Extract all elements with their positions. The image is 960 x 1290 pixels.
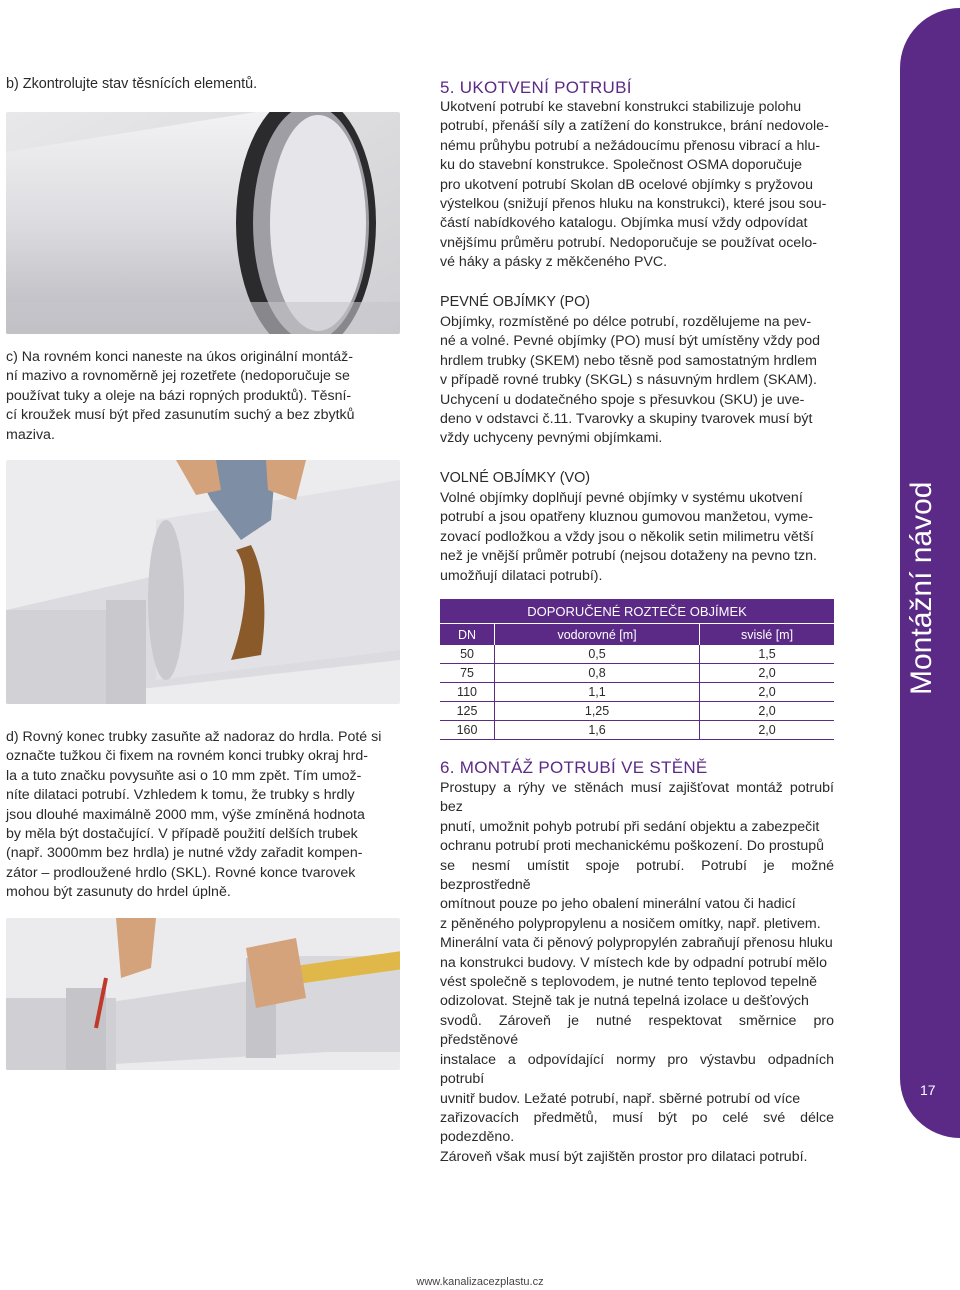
caption-c-line: používat tuky a oleje na bázi ropných produktů). Těsní- [6, 387, 352, 404]
vo-line: umožňují dilataci potrubí). [440, 567, 603, 584]
section-6-line: vést společně s teplovodem, je nutné tento teplovod tepelně [440, 974, 818, 991]
caption-c-line: cí kroužek musí být před zasunutím suchý a bez zbytků [6, 407, 355, 424]
table-cell: 75 [440, 664, 495, 683]
section-6-line: pnutí, umožnit pohyb potrubí při sedání objektu a zabezpečit [440, 818, 820, 835]
section-6-line: svodů. Zároveň je nutné respektovat směrnice pro předstěnové [440, 1012, 834, 1049]
table-header-dn: DN [440, 624, 495, 646]
section-6-line: omítnout pouze po jeho obalení minerální vatou či hadicí [440, 896, 796, 913]
section-5-line: nému průhybu potrubí a nežádoucímu přenosu vibrací a hlu- [440, 137, 821, 154]
table-cell: 160 [440, 721, 495, 740]
section-6-line: odizolovat. Stejně tak je nutná tepelná izolace u dešťových [440, 993, 809, 1010]
section-5-line: pro ukotvení potrubí Skolan dB ocelové objímky s pryžovou [440, 176, 814, 193]
caption-c-line: maziva. [6, 426, 55, 443]
page-number: 17 [920, 1082, 936, 1098]
vo-line: potrubí a jsou opatřeny kluznou gumovou manžetou, vyme- [440, 509, 814, 526]
table-cell: 125 [440, 702, 495, 721]
section-5-title: 5. UKOTVENÍ POTRUBÍ [440, 78, 632, 97]
section-5-line: vé háky a pásky z měkčeného PVC. [440, 254, 668, 271]
po-title: PEVNÉ OBJÍMKY (PO) [440, 294, 591, 310]
table-cell: 1,1 [495, 683, 700, 702]
vo-line: Volné objímky doplňují pevné objímky v systému ukotvení [440, 490, 803, 506]
po-line: né a volné. Pevné objímky (PO) musí být umístěny vždy pod [440, 333, 821, 350]
table-row [440, 664, 834, 683]
table-row [440, 683, 834, 702]
caption-c-line: c) Na rovném konci naneste na úkos originální montáž- [6, 349, 353, 365]
section-6-line: se nesmí umístit spoje potrubí. Potrubí je možné bezprostředně [440, 857, 834, 894]
section-6-line: uvnitř budov. Ležaté potrubí, např. sběrné potrubí od více [440, 1090, 801, 1107]
table-cell: 50 [440, 645, 495, 664]
section-6-line: instalace a odpovídající normy pro výstavbu odpadních potrubí [440, 1051, 834, 1088]
table-cell: 0,8 [495, 664, 700, 683]
section-6-title: 6. MONTÁŽ POTRUBÍ VE STĚNĚ [440, 758, 708, 777]
photo-marking [6, 918, 400, 1070]
pipe-socket-illustration [6, 112, 400, 334]
section-6-line: Minerální vata či pěnový polypropylén zabraňují přenosu hluku [440, 935, 833, 952]
table-cell: 1,6 [495, 721, 700, 740]
table-cell: 2,0 [700, 721, 834, 740]
po-line: deno v odstavci č.11. Tvarovky a skupiny tvarovek musí být [440, 411, 813, 428]
section-5-line: ku do stavební konstrukce. Společnost OSMA doporučuje [440, 157, 802, 174]
section-6-line: z pěněného polypropylenu a nosičem omítky, např. pletivem. [440, 915, 821, 932]
caption-d-line: níte dilataci potrubí. Vzhledem k tomu, že trubky s hrdly [6, 787, 355, 804]
section-5-line: Ukotvení potrubí ke stavební konstrukci stabilizuje polohu [440, 99, 802, 115]
spacing-table [440, 599, 834, 740]
table-cell: 0,5 [495, 645, 700, 664]
po-body [440, 313, 834, 449]
section-6-line: ochranu potrubí proti mechanickému poškození. Do prostupů [440, 838, 825, 855]
section-5-body [440, 98, 834, 273]
table-header-horizontal: vodorovné [m] [495, 624, 700, 646]
section-5-line: potrubí, přenáší síly a zatížení do konstrukce, brání nedovole- [440, 118, 829, 135]
section-6-line: na konstrukci budovy. V místech kde by odpadní potrubí mělo [440, 954, 827, 971]
caption-d-line: zátor – prodloužené hrdlo (SKL). Rovné konce tvarovek [6, 864, 356, 881]
caption-d-line: (např. 3000mm bez hrdla) je nutné vždy zařadit kompen- [6, 845, 363, 862]
footer-url[interactable]: www.kanalizacezplastu.cz [416, 1276, 544, 1288]
section-6-line: zařizovacích předmětů, musí být po celé své délce podezděno. [440, 1109, 834, 1146]
caption-b: b) Zkontrolujte stav těsnících elementů. [6, 76, 258, 92]
caption-d-line: mohou být zasunuty do hrdel úplně. [6, 884, 231, 901]
table-cell: 1,25 [495, 702, 700, 721]
table-row [440, 645, 834, 664]
table-cell: 110 [440, 683, 495, 702]
section-5-line: částí nabídkového katalogu. Objímka musí vždy odpovídat [440, 215, 808, 232]
po-line: vždy uchyceny pevnými objímkami. [440, 430, 663, 447]
vo-body [440, 489, 834, 586]
side-tab-title [905, 635, 960, 695]
table-row [440, 721, 834, 740]
section-6-body [440, 779, 834, 1167]
po-line: Objímky, rozmístěné po délce potrubí, rozdělujeme na pev- [440, 314, 812, 330]
photo-pipe-socket [6, 112, 400, 334]
caption-d-line: by měla být dostačující. V případě použití delších trubek [6, 826, 358, 843]
caption-d [6, 728, 400, 903]
table-header-vertical: svislé [m] [700, 624, 834, 646]
photo-lubricant [6, 460, 400, 704]
section-6-line: Prostupy a rýhy ve stěnách musí zajišťovat montáž potrubí bez [440, 780, 834, 816]
vo-title: VOLNÉ OBJÍMKY (VO) [440, 470, 591, 486]
table-row [440, 702, 834, 721]
table-cell: 2,0 [700, 683, 834, 702]
po-line: v případě rovné trubky (SKGL) s násuvným hrdlem (SKAM). [440, 372, 817, 389]
vo-line: než je vnější průměr potrubí (nejsou dotaženy na pevno tzn. [440, 548, 817, 565]
po-line: hrdlem trubky (SKEM) nebo těsně pod samostatným hrdlem [440, 352, 817, 369]
vo-line: zovací podložkou a vždy jsou o několik setin milimetru větší [440, 528, 814, 545]
caption-d-line: jsou dlouhé maximálně 2000 mm, výše zmíněná hodnota [6, 806, 365, 823]
table-cell: 1,5 [700, 645, 834, 664]
lubricant-illustration [6, 460, 400, 704]
caption-c [6, 348, 400, 445]
po-line: Uchycení u dodatečného spoje s přesuvkou (SKU) je uve- [440, 391, 805, 408]
table-cell: 2,0 [700, 664, 834, 683]
spacing-table-wrap [440, 599, 834, 740]
table-cell: 2,0 [700, 702, 834, 721]
table-caption: DOPORUČENÉ ROZTEČE OBJÍMEK [440, 599, 834, 624]
caption-c-line: ní mazivo a rovnoměrně jej rozetřete (nedoporučuje se [6, 368, 350, 385]
section-6-line: Zároveň však musí být zajištěn prostor pro dilataci potrubí. [440, 1148, 808, 1165]
marking-illustration [6, 918, 400, 1070]
caption-d-line: d) Rovný konec trubky zasuňte až nadoraz do hrdla. Poté si [6, 729, 382, 745]
caption-d-line: označte tužkou či fixem na rovném konci trubky okraj hrd- [6, 748, 368, 765]
caption-d-line: la a tuto značku povysuňte asi o 10 mm zpět. Tím umož- [6, 767, 362, 784]
section-5-line: vnějšímu průměru potrubí. Nedoporučuje se používat ocelo- [440, 234, 817, 251]
section-5-line: výstelkou (snižují přenos hluku na konstrukci), které jsou sou- [440, 196, 827, 213]
